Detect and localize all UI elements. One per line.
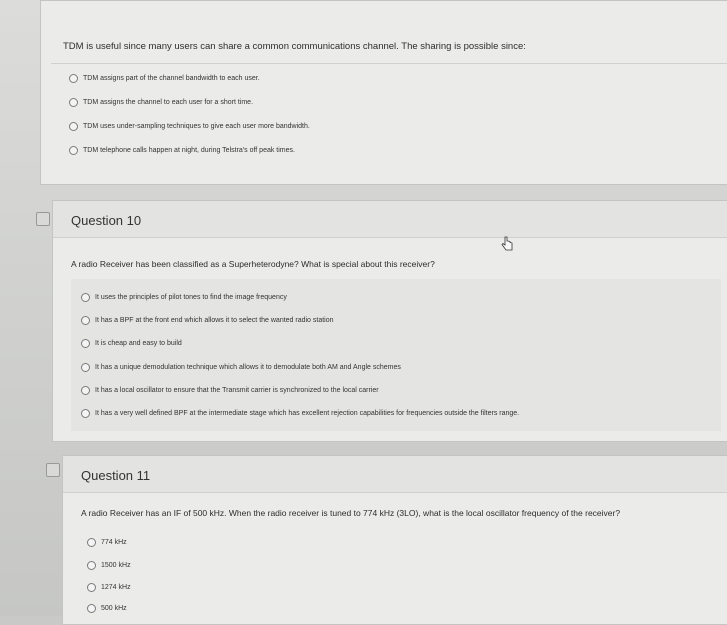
question-title: Question 10 — [71, 213, 142, 228]
option[interactable] — [87, 583, 131, 592]
question-card-prev — [40, 0, 727, 185]
question-header — [63, 456, 727, 493]
radio-button[interactable] — [69, 122, 78, 131]
option[interactable] — [87, 604, 127, 613]
radio-button[interactable] — [87, 583, 96, 592]
radio-button[interactable] — [81, 386, 90, 395]
option[interactable] — [81, 409, 519, 418]
radio-button[interactable] — [69, 98, 78, 107]
question-text: A radio Receiver has been classified as a Superheterodyne? What is special about this receiver? — [71, 259, 435, 269]
option-label: TDM telephone calls happen at night, during Telstra's off peak times. — [83, 147, 295, 154]
option[interactable] — [81, 339, 182, 348]
radio-button[interactable] — [81, 316, 90, 325]
flag-icon[interactable] — [36, 212, 50, 226]
option-label: 1500 kHz — [101, 562, 131, 569]
radio-button[interactable] — [81, 293, 90, 302]
option[interactable] — [81, 363, 401, 372]
flag-icon[interactable] — [46, 463, 60, 477]
question-title: Question 11 — [81, 468, 151, 483]
question-header — [53, 201, 727, 238]
divider — [51, 63, 727, 64]
option[interactable] — [87, 561, 131, 570]
radio-button[interactable] — [87, 538, 96, 547]
question-card-10 — [52, 200, 727, 442]
option[interactable] — [69, 98, 253, 107]
option[interactable] — [81, 386, 379, 395]
question-text: A radio Receiver has an IF of 500 kHz. When the radio receiver is tuned to 774 kHz (3LO), what is the local oscillator frequency of the receiver? — [81, 508, 621, 518]
option[interactable] — [87, 538, 127, 547]
option-label: It has a local oscillator to ensure that the Transmit carrier is synchronized to the local carrier — [95, 387, 379, 394]
option[interactable] — [81, 316, 334, 325]
option-label: It uses the principles of pilot tones to find the image frequency — [95, 294, 287, 301]
option-label: TDM assigns part of the channel bandwidth to each user. — [83, 75, 260, 82]
option-label: It has a very well defined BPF at the intermediate stage which has excellent rejection capabilities for frequencies outside the filters range. — [95, 410, 520, 417]
option[interactable] — [81, 293, 287, 302]
radio-button[interactable] — [87, 604, 96, 613]
radio-button[interactable] — [69, 74, 78, 83]
option-label: It is cheap and easy to build — [95, 340, 182, 347]
radio-button[interactable] — [69, 146, 78, 155]
option-label: It has a BPF at the front end which allows it to select the wanted radio station — [95, 317, 334, 324]
radio-button[interactable] — [81, 363, 90, 372]
option-label: TDM uses under-sampling techniques to give each user more bandwidth. — [83, 123, 310, 130]
option[interactable] — [69, 74, 260, 83]
radio-button[interactable] — [81, 409, 90, 418]
radio-button[interactable] — [87, 561, 96, 570]
option-label: TDM assigns the channel to each user for a short time. — [83, 99, 254, 106]
question-text: TDM is useful since many users can share a common communications channel. The sharing is possible since: — [63, 41, 526, 52]
option[interactable] — [69, 122, 310, 131]
option[interactable] — [69, 146, 295, 155]
option-label: 500 kHz — [101, 605, 127, 612]
option-label: It has a unique demodulation technique which allows it to demodulate both AM and Angle schemes — [95, 364, 401, 371]
hand-pointer-icon — [500, 236, 514, 252]
option-label: 1274 kHz — [101, 584, 131, 591]
question-card-11 — [62, 455, 727, 625]
option-label: 774 kHz — [101, 539, 127, 546]
radio-button[interactable] — [81, 339, 90, 348]
